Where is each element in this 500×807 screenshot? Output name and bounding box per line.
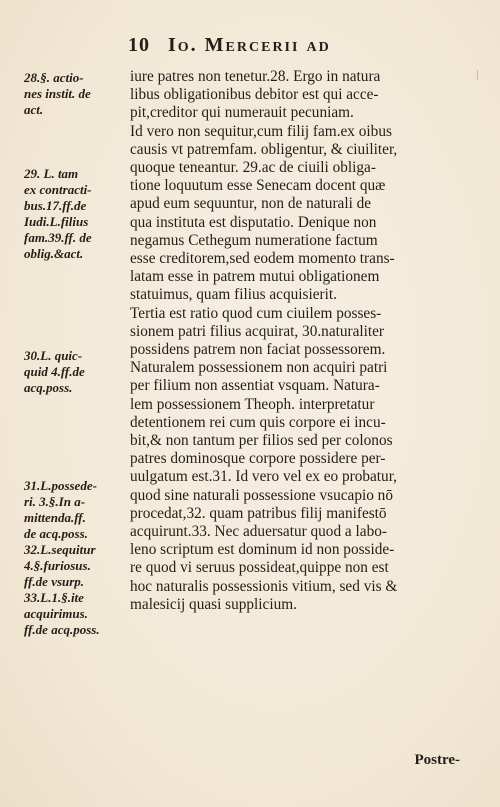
text-line: statuimus, quam filius acquisierit.: [130, 286, 337, 304]
margin-note-line: act.: [24, 102, 44, 117]
text-line: procedat,32. quam patribus filij manifestō: [130, 504, 387, 522]
margin-note-line: 32.L.sequitur: [24, 542, 96, 557]
text-line: iure patres non tenetur.28. Ergo in natura: [130, 68, 381, 85]
margin-note-line: acq.poss.: [24, 380, 73, 395]
text-line: possidens patrem non faciat possessorem.: [130, 341, 386, 359]
margin-note-line: 33.L.1.§.ite: [24, 590, 84, 605]
margin-note-line: 29. L. tam: [24, 166, 79, 181]
catchword: Postre-: [414, 752, 460, 768]
margin-rule: [477, 70, 478, 80]
margin-note-line: acquirimus.: [24, 606, 88, 621]
text-line: leno scriptum est dominum id non posside-: [130, 541, 395, 559]
margin-note-line: fam.39.ff. de: [24, 230, 92, 245]
margin-note-line: ff.de vsurp.: [24, 574, 85, 589]
margin-note: [24, 70, 124, 118]
text-line: Tertia est ratio quod cum ciuilem posses-: [130, 304, 382, 322]
body-text: [130, 68, 475, 614]
text-line: qua instituta est disputatio. Denique non: [130, 213, 377, 231]
text-line: tione loquutum esse Senecam docent quæ: [130, 177, 386, 195]
text-line: pit,creditor qui numerauit pecuniam.: [130, 104, 354, 122]
margin-note-line: oblig.&act.: [24, 246, 84, 261]
text-line: hoc naturalis possessionis vitium, sed vis &: [130, 577, 398, 595]
text-line: sionem patri filius acquirat, 30.naturaliter: [130, 322, 385, 340]
text-line: quoque teneantur. 29.ac de ciuili obliga-: [130, 159, 376, 177]
text-line: detentionem rei cum quis corpore ei incu-: [130, 413, 386, 431]
text-line: libus obligationibus debitor est qui acce-: [130, 86, 379, 104]
text-line: quod sine naturali possessione vsucapio nō: [130, 486, 393, 504]
page-number: 10: [128, 34, 150, 56]
margin-note-line: bus.17.ff.de: [24, 198, 87, 213]
margin-note-line: ri. 3.§.In a-: [24, 494, 86, 509]
page-header: [128, 34, 468, 62]
text-line: latam esse in patrem mutui obligationem: [130, 268, 380, 286]
text-line: re quod vi seruus possideat,quippe non est: [130, 559, 389, 577]
text-line: apud eum sequuntur, non de naturali de: [130, 195, 372, 213]
text-line: malesicij quasi supplicium.: [130, 595, 297, 613]
margin-note: [24, 348, 124, 396]
margin-note: [24, 166, 124, 262]
margin-note-line: ff.de acq.poss.: [24, 622, 100, 637]
running-title: Io. Mercerii ad: [168, 34, 331, 56]
margin-note: [24, 478, 124, 638]
margin-note-line: quid 4.ff.de: [24, 364, 85, 379]
margin-note-line: 30.L. quic-: [24, 348, 83, 363]
margin-note-line: 4.§.furiosus.: [24, 558, 91, 573]
margin-note-line: 28.§. actio-: [24, 70, 84, 85]
text-line: lem possessionem Theoph. interpretatur: [130, 395, 375, 413]
margin-note-line: de acq.poss.: [24, 526, 88, 541]
text-line: negamus Cethegum numeratione factum: [130, 231, 378, 249]
text-line: acquirunt.33. Nec aduersatur quod a labo-: [130, 523, 387, 541]
text-line: Naturalem possessionem non acquiri patri: [130, 359, 388, 377]
text-line: esse creditorem,sed eodem momento trans-: [130, 250, 395, 268]
margin-note-line: 31.L.possede-: [24, 478, 97, 493]
margin-note-line: Iudi.L.filius: [24, 214, 89, 229]
text-line: per filium non assentiat vsquam. Natura-: [130, 377, 380, 395]
text-line: Id vero non sequitur,cum filij fam.ex oibus: [130, 122, 392, 140]
text-line: bit,& non tantum per filios sed per colonos: [130, 432, 393, 450]
text-line: patres dominosque corpore possidere per-: [130, 450, 386, 468]
text-line: uulgatum est.31. Id vero vel ex eo probatur,: [130, 468, 398, 486]
margin-note-line: nes instit. de: [24, 86, 91, 101]
text-line: causis vt patremfam. obligentur, & ciuiliter,: [130, 140, 398, 158]
margin-note-line: ex contracti-: [24, 182, 92, 197]
margin-note-line: mittenda.ff.: [24, 510, 86, 525]
